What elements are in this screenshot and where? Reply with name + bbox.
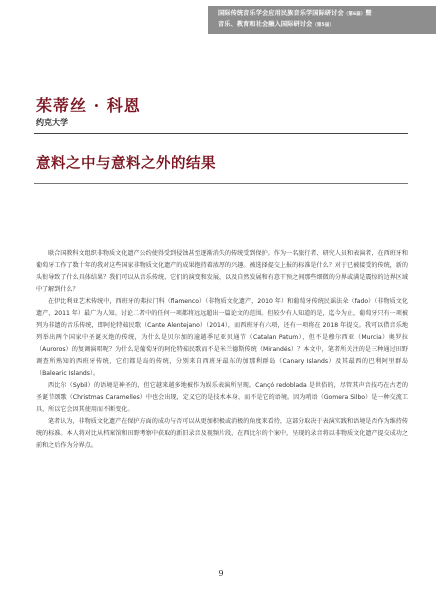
header-line1-edition: （第6届） (343, 12, 366, 17)
paragraph: 笔者认为，非物质文化遗产在保护方面的成功与否可以从更加积极或消极的角度来看待，这部分取决于表演实践和语境是否作为维持传统的标准。本人将对比从档案馆和田野考察中获取的新旧录音及视频片段，在西比尔的个案中，呈现的录音将以非物质文化遗产提交成功之前和之后作为分界点。 (36, 418, 408, 449)
author-affiliation: 约克大学 (36, 117, 68, 127)
article-title: 意料之中与意料之外的结果 (36, 155, 216, 172)
header-line-1 (218, 9, 432, 20)
author-name: 茱蒂丝 · 科恩 (36, 96, 141, 115)
page-number: 9 (218, 569, 224, 578)
paragraph: 在伊比利亚艺术传统中，西班牙的弗拉门科（flamenco）（非物质文化遗产，2010 年）和葡萄牙传统民谣法朵（fado）（非物质文化遗产，2011 年）最广为人知。讨论二者中的任何一项都将远远超出一篇论文的范围。但较少有人知道的是，迄今为止，葡萄牙只有一项被列为非遗的音乐传统，即阿伦特茹民歌（Cante Alentejano）（2014），而西班牙有六项，还有一项将在 2018 年提交。我可以借音乐地列举出两个国家中圣诞灭绝的传统，为什么是贝尔加的逾越季尼亚贝通节（Catalan Patum），但不是穆尔西亚（Murcia）奥罗拉（Auroros）的复调演唱呢？为什么是葡萄牙的阿伦特茹民歌而不是米兰德斯传统（Mirandés）？本文中，笔者所关注的是三种通过田野调查所熟知的西班牙传统，它们都是岛的传统，分别来自西班牙最东的加那利群岛（Canary Islands）及其最西的巴利阿里群岛（Balearic Islands）。 (36, 298, 408, 377)
header-text (218, 9, 432, 31)
divider-top (34, 133, 408, 134)
header-line1-main: 国际传统音乐学会应用民族音乐学国际研讨会 (218, 10, 344, 17)
article-body (36, 248, 408, 452)
divider-bottom (34, 183, 408, 184)
running-header (0, 0, 442, 40)
paragraph: 西比尔（Sybil）的语境是神圣的，但它越来越多地被作为娱乐表演所呈现。Cançó redoblada 是世俗的，尽管其声音技巧在古老的圣诞节颂歌（Christmas Caramelles）中也会出现，定义它的是技术本身，而不是它的语境。因为哨语（Gomera Silbo）是一种交流工具，所以它会因其使用而不断变化。 (36, 382, 408, 413)
header-line2-edition: （第5届） (312, 23, 334, 28)
header-line-2 (218, 20, 432, 31)
header-line1-end: 暨 (365, 10, 372, 17)
header-line2-main: 音乐、教育和社会融入国际研讨会 (218, 21, 313, 28)
paragraph: 联合国教科文组织非物质文化遗产公约使得受到侵蚀甚至逐渐消失的传统受到保护。作为一名旅行者、研究人员和表演者，在西班牙和葡萄牙工作了数十年的我对这些国家非物质文化遗产的成果抱持着浓厚的兴趣。被选择提交上报的标准是什么？对于已被接受的传统，新的头衔导致了什么具体结果？我们可以从音乐传统、它们的演变和发展，以及自然发展和有意干预之间那些细微的分界或满是震惊的边界区域中了解到什么？ (36, 250, 408, 293)
